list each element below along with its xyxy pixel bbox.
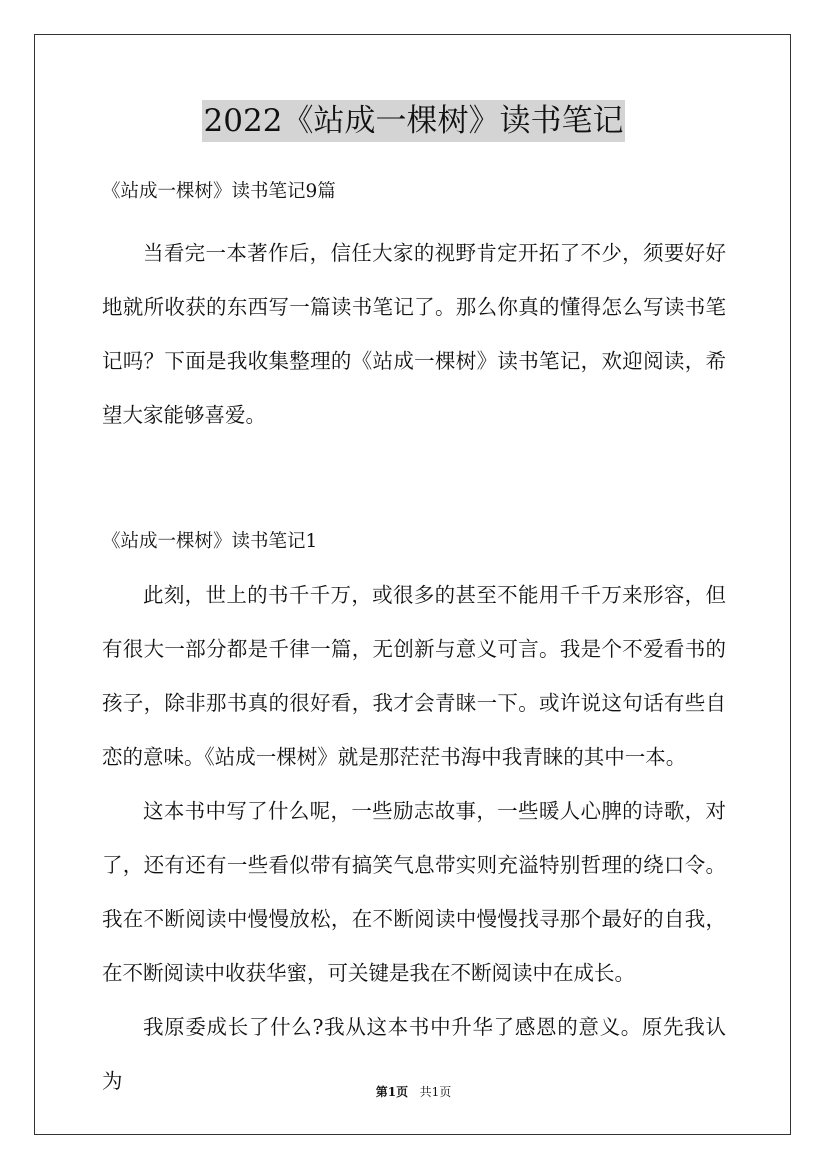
page-number: 第1页 — [375, 1085, 409, 1099]
title-wrap — [0, 100, 827, 142]
document-body — [102, 170, 726, 1108]
document-subtitle: 《站成一棵树》读书笔记9篇 — [102, 181, 336, 202]
body-paragraph: 此刻，世上的书千千万，或很多的甚至不能用千千万来形容，但有很大一部分都是千律一篇，无创新与意义可言。我是个不爱看书的孩子，除非那书真的很好看，我才会青睐一下。或许说这句话有些自恋的意味。《站成一棵树》就是那茫茫书海中我青睐的其中一本。 — [102, 583, 726, 769]
document-title: 2022《站成一棵树》读书笔记 — [202, 100, 626, 142]
intro-paragraph: 当看完一本著作后，信任大家的视野肯定开拓了不少，须要好好地就所收获的东西写一篇读书笔记了。那么你真的懂得怎么写读书笔记吗？下面是我收集整理的《站成一棵树》读书笔记，欢迎阅读，希望大家能够喜爱。 — [102, 241, 726, 427]
page-footer — [0, 1084, 827, 1100]
body-paragraph: 这本书中写了什么呢，一些励志故事，一些暖人心脾的诗歌，对了，还有还有一些看似带有搞笑气息带实则充溢特别哲理的绕口令。我在不断阅读中慢慢放松，在不断阅读中慢慢找寻那个最好的自我，在不断阅读中收获华蜜，可关键是我在不断阅读中在成长。 — [102, 799, 726, 985]
body-paragraph: 我原委成长了什么?我从这本书中升华了感恩的意义。原先我认为 — [102, 1015, 726, 1093]
page-total: 共1页 — [419, 1085, 452, 1099]
section-title: 《站成一棵树》读书笔记1 — [102, 531, 318, 552]
